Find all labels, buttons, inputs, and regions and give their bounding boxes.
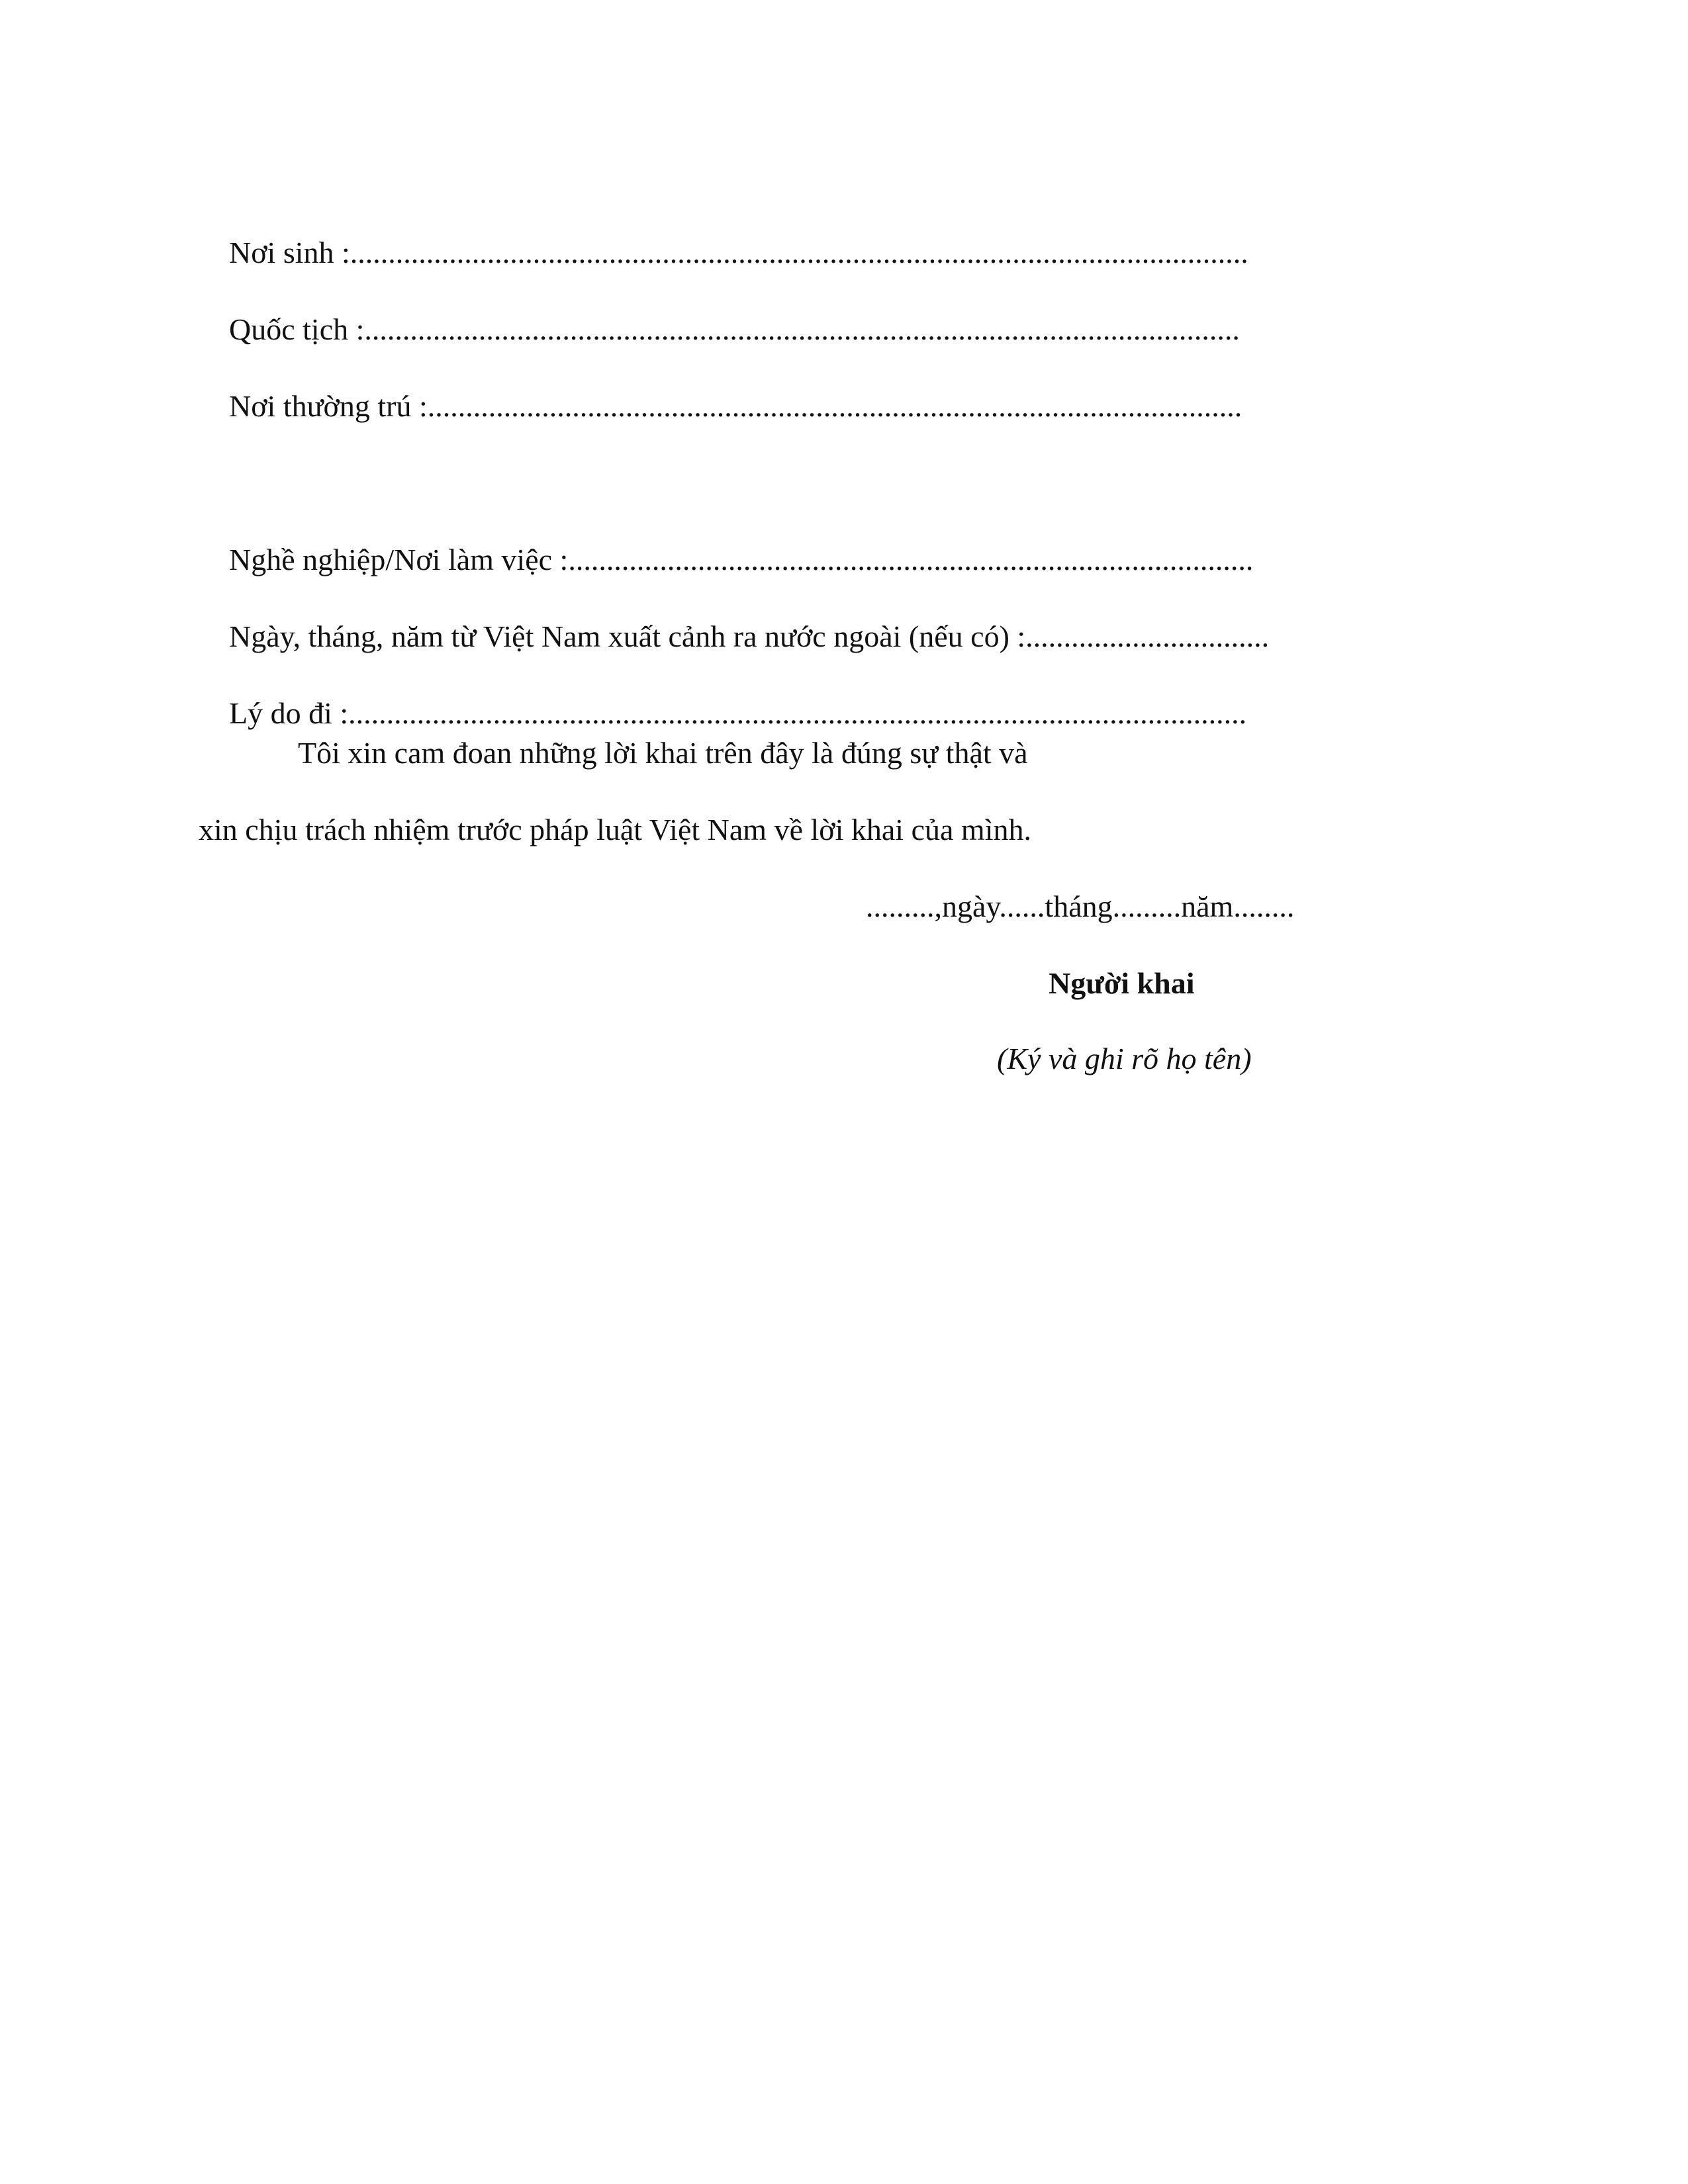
field-label: Nơi sinh : (229, 236, 350, 269)
field-dots: ................................ (1025, 619, 1270, 653)
field-dots: ........................................................................................................... (427, 389, 1243, 423)
signature-title: Người khai (1049, 966, 1195, 1000)
field-label: Nơi thường trú : (229, 389, 428, 423)
field-label: Quốc tịch : (229, 312, 365, 346)
signature-note: (Ký và ghi rõ họ tên) (997, 1042, 1252, 1075)
field-dots: .......................................................................................... (568, 543, 1254, 576)
declaration-line-2: xin chịu trách nhiệm trước pháp luật Việt Nam về lời khai của mình. (199, 813, 1031, 846)
field-dots: ................................................................................................................... (364, 312, 1240, 346)
field-label: Nghề nghiệp/Nơi làm việc : (229, 543, 569, 576)
field-label: Ngày, tháng, năm từ Việt Nam xuất cảnh ra nước ngoài (nếu có) : (229, 619, 1026, 653)
field-label: Lý do đi : (229, 696, 349, 730)
field-dots: ...................................................................................................................... (350, 236, 1248, 269)
declaration-line-1: Tôi xin cam đoan những lời khai trên đây là đúng sự thật và (298, 736, 1028, 770)
field-noi-thuong-tru (199, 351, 1242, 462)
field-dots: ...................................................................................................................... (348, 696, 1247, 730)
signature-date-line: .........,ngày......tháng.........năm........ (866, 889, 1295, 923)
